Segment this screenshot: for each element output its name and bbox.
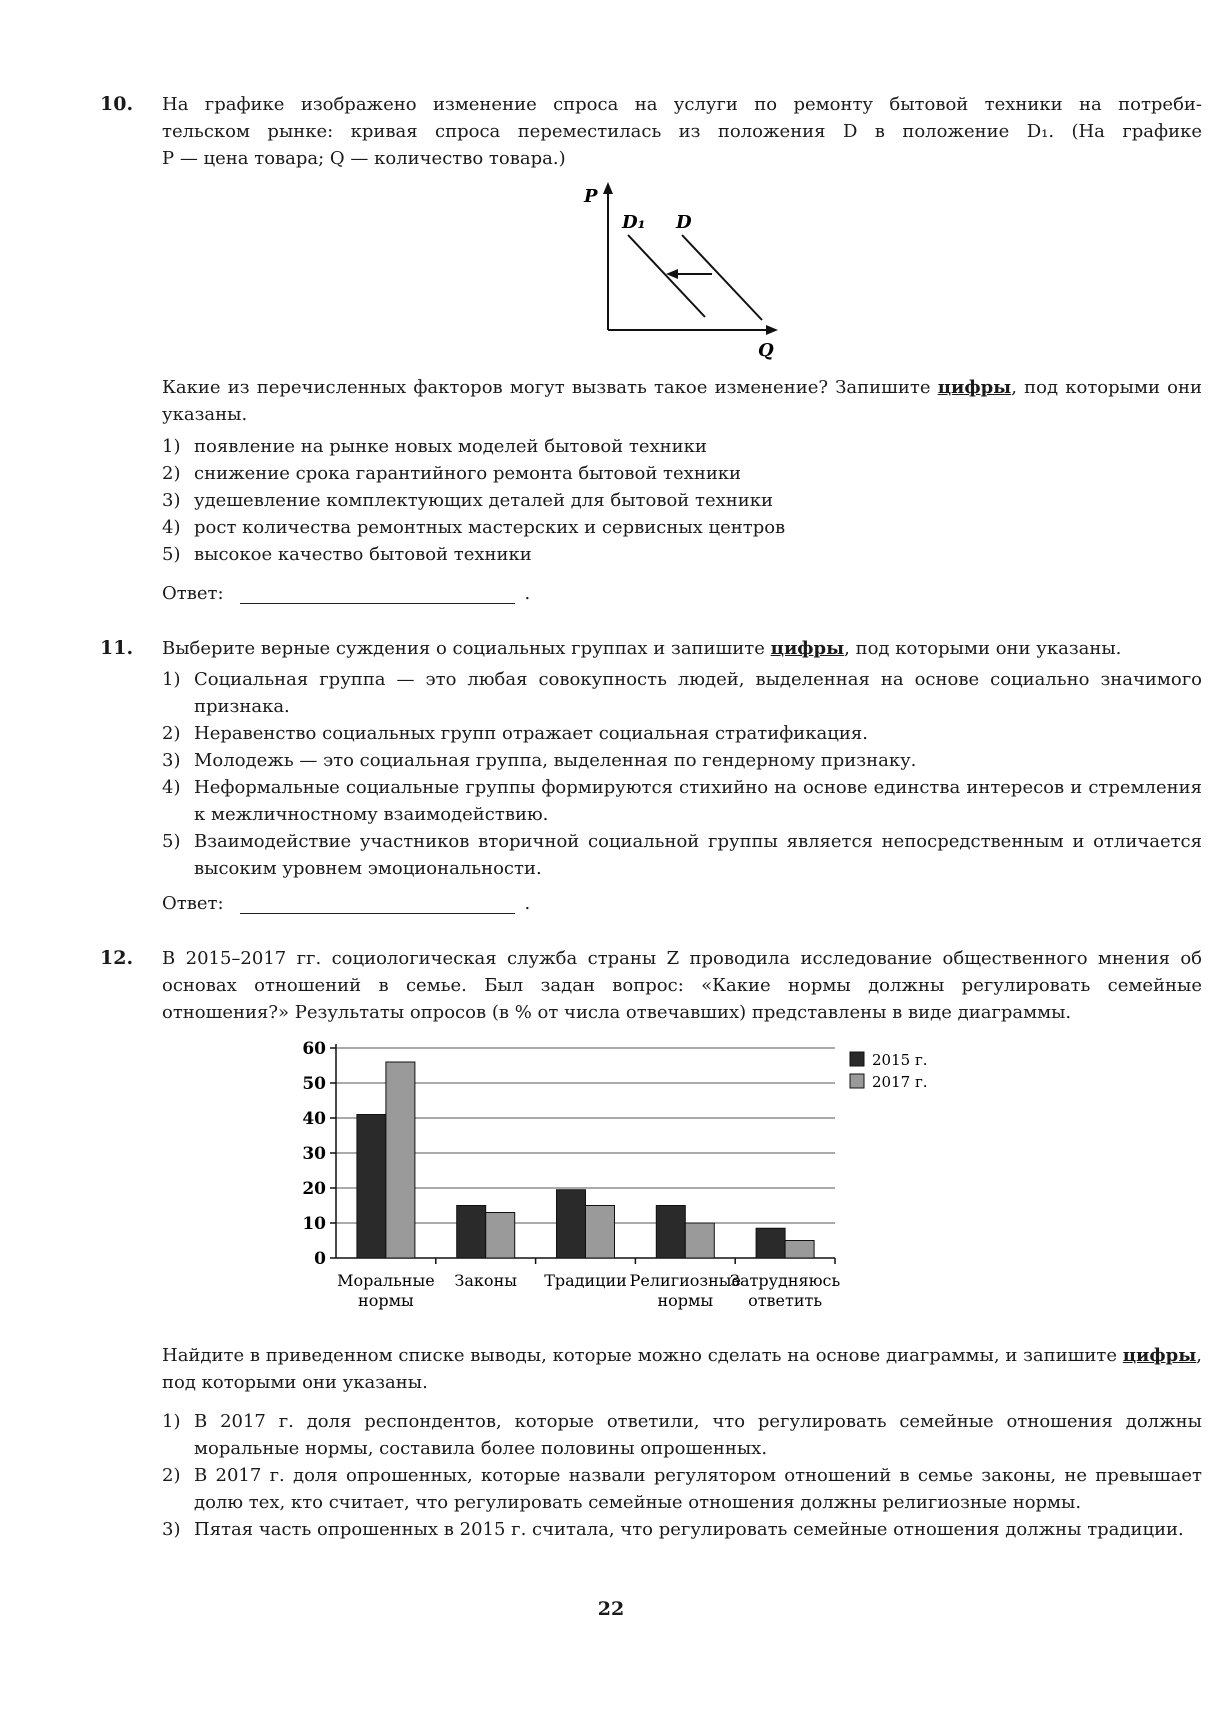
- answer-label: Ответ:: [162, 893, 224, 914]
- prompt-text: , под которыми они указаны.: [844, 638, 1122, 659]
- option-text: Социальная группа — это любая совокупность людей, выделенная на основе социально значимого признака.: [194, 669, 1202, 717]
- option-item: [162, 514, 1202, 541]
- answer-line[interactable]: [240, 585, 515, 604]
- x-tick-label: Законы: [454, 1271, 517, 1290]
- option-item: [162, 720, 1202, 747]
- legend-label: 2017 г.: [872, 1073, 928, 1091]
- answer-line[interactable]: [240, 895, 515, 914]
- legend-label: 2015 г.: [872, 1051, 928, 1069]
- option-text: снижение срока гарантийного ремонта бытовой техники: [194, 463, 742, 484]
- option-item: [162, 487, 1202, 514]
- task-text: , под которыми они указаны.: [162, 1345, 1202, 1393]
- intro-line: На графике изображено изменение спроса на услуги по ремонту бытовой техники на потреби-: [162, 94, 1202, 115]
- bar-2017г.: [685, 1223, 714, 1258]
- prompt-key: цифры: [770, 638, 845, 659]
- option-item: [162, 747, 1202, 774]
- question-11-answer: Ответ: .: [162, 893, 531, 914]
- task-key: цифры: [1122, 1345, 1197, 1366]
- question-10-number: 10.: [100, 93, 134, 115]
- option-number: 1): [162, 1411, 181, 1432]
- x-tick-label: ответить: [748, 1291, 823, 1310]
- prompt-key: цифры: [937, 377, 1012, 398]
- question-12-intro: В 2015–2017 гг. социологическая служба страны Z проводила исследование общественного мнения об основах отношений в семье. Был задан вопрос: «Какие нормы должны регулировать семейные отношения?» Результаты опросов (в % от числа отвечавших) представлены в виде диаграммы.: [162, 948, 1202, 1023]
- option-text: Пятая часть опрошенных в 2015 г. считала, что регулировать семейные отношения должны традиции.: [194, 1519, 1184, 1540]
- y-tick-label: 0: [314, 1249, 326, 1269]
- legend-swatch: [850, 1074, 864, 1088]
- option-item: [162, 433, 1202, 460]
- y-tick-label: 60: [302, 1039, 326, 1059]
- question-12-options: [162, 1408, 1202, 1543]
- option-number: 3): [162, 1519, 181, 1540]
- option-item: [162, 1462, 1202, 1516]
- option-number: 3): [162, 490, 181, 511]
- bar-2017г.: [586, 1206, 615, 1259]
- answer-label: Ответ:: [162, 583, 224, 604]
- bar-2015г.: [357, 1115, 386, 1259]
- intro-line: P — цена товара; Q — количество товара.): [162, 148, 566, 169]
- option-item: [162, 1516, 1202, 1543]
- family-norms-bar-chart: [290, 1030, 1010, 1320]
- option-text: появление на рынке новых моделей бытовой техники: [194, 436, 707, 457]
- x-tick-label: Затрудняюсь: [729, 1271, 841, 1290]
- option-number: 1): [162, 669, 181, 690]
- bar-2017г.: [785, 1241, 814, 1259]
- option-text: В 2017 г. доля респондентов, которые ответили, что регулировать семейные отношения должны моральные нормы, составила более половины опрошенных.: [194, 1411, 1202, 1459]
- question-10-prompt: [162, 374, 1202, 428]
- question-10-options: [162, 433, 1202, 568]
- option-item: [162, 666, 1202, 720]
- y-tick-label: 40: [302, 1109, 326, 1129]
- option-text: В 2017 г. доля опрошенных, которые назвали регулятором отношений в семье законы, не превышает долю тех, кто считает, что регулировать семейные отношения должны религиозные нормы.: [194, 1465, 1202, 1513]
- bar-2017г.: [486, 1213, 515, 1259]
- option-number: 1): [162, 436, 181, 457]
- question-11-prompt: [162, 635, 1202, 662]
- option-number: 4): [162, 777, 181, 798]
- page-number: 22: [597, 1598, 625, 1620]
- option-text: Неравенство социальных групп отражает социальная стратификация.: [194, 723, 868, 744]
- option-number: 2): [162, 1465, 181, 1486]
- x-tick-label: нормы: [358, 1291, 414, 1310]
- question-12-number: 12.: [100, 947, 134, 969]
- curve-d-label: D: [676, 212, 692, 233]
- option-item: [162, 828, 1202, 882]
- bar-2015г.: [756, 1228, 785, 1258]
- question-11-options: [162, 666, 1202, 882]
- intro-line: тельском рынке: кривая спроса переместилась из положения D в положение D₁. (На графике: [162, 121, 1202, 142]
- option-number: 5): [162, 544, 181, 565]
- option-number: 4): [162, 517, 181, 538]
- x-tick-label: Религиозные: [629, 1271, 741, 1290]
- bar-2015г.: [457, 1206, 486, 1259]
- bar-2015г.: [656, 1206, 685, 1259]
- question-10-answer: Ответ: .: [162, 583, 531, 604]
- option-text: рост количества ремонтных мастерских и сервисных центров: [194, 517, 786, 538]
- legend-swatch: [850, 1052, 864, 1066]
- y-tick-label: 50: [302, 1074, 326, 1094]
- option-text: высокое качество бытовой техники: [194, 544, 532, 565]
- option-item: [162, 1408, 1202, 1462]
- y-tick-label: 20: [302, 1179, 326, 1199]
- option-number: 5): [162, 831, 181, 852]
- question-10-intro: [162, 91, 1202, 172]
- p-axis-arrow: [603, 182, 613, 194]
- option-item: [162, 541, 1202, 568]
- option-item: [162, 774, 1202, 828]
- q-axis-arrow: [766, 325, 778, 335]
- y-tick-label: 30: [302, 1144, 326, 1164]
- p-axis-label: P: [584, 186, 598, 207]
- option-item: [162, 460, 1202, 487]
- curve-d1-label: D₁: [622, 212, 646, 233]
- prompt-text: Выберите верные суждения о социальных группах и запишите: [162, 638, 765, 659]
- bar-2015г.: [557, 1190, 586, 1258]
- x-tick-label: нормы: [657, 1291, 714, 1310]
- task-text: Найдите в приведенном списке выводы, которые можно сделать на основе диаграммы, и запишите: [162, 1345, 1117, 1366]
- option-number: 3): [162, 750, 181, 771]
- option-number: 2): [162, 723, 181, 744]
- option-number: 2): [162, 463, 181, 484]
- prompt-text: Какие из перечисленных факторов могут вызвать такое изменение? Запишите: [162, 377, 931, 398]
- option-text: Молодежь — это социальная группа, выделенная по гендерному признаку.: [194, 750, 917, 771]
- x-tick-label: Традиции: [544, 1271, 627, 1290]
- prompt-text: , под которыми они указаны.: [162, 377, 1202, 425]
- bar-2017г.: [386, 1062, 415, 1258]
- option-text: Взаимодействие участников вторичной социальной группы является непосредственным и отличается высоким уровнем эмоциональности.: [194, 831, 1202, 879]
- x-tick-label: Моральные: [337, 1271, 435, 1290]
- demand-shift-graph: [570, 180, 790, 360]
- option-text: удешевление комплектующих деталей для бытовой техники: [194, 490, 774, 511]
- y-tick-label: 10: [302, 1214, 326, 1234]
- q-axis-label: Q: [758, 340, 774, 360]
- option-text: Неформальные социальные группы формируются стихийно на основе единства интересов и стремления к межличностному взаимодействию.: [194, 777, 1202, 825]
- question-11-number: 11.: [100, 637, 134, 659]
- question-12-task: [162, 1342, 1202, 1396]
- curve-d: [682, 235, 762, 320]
